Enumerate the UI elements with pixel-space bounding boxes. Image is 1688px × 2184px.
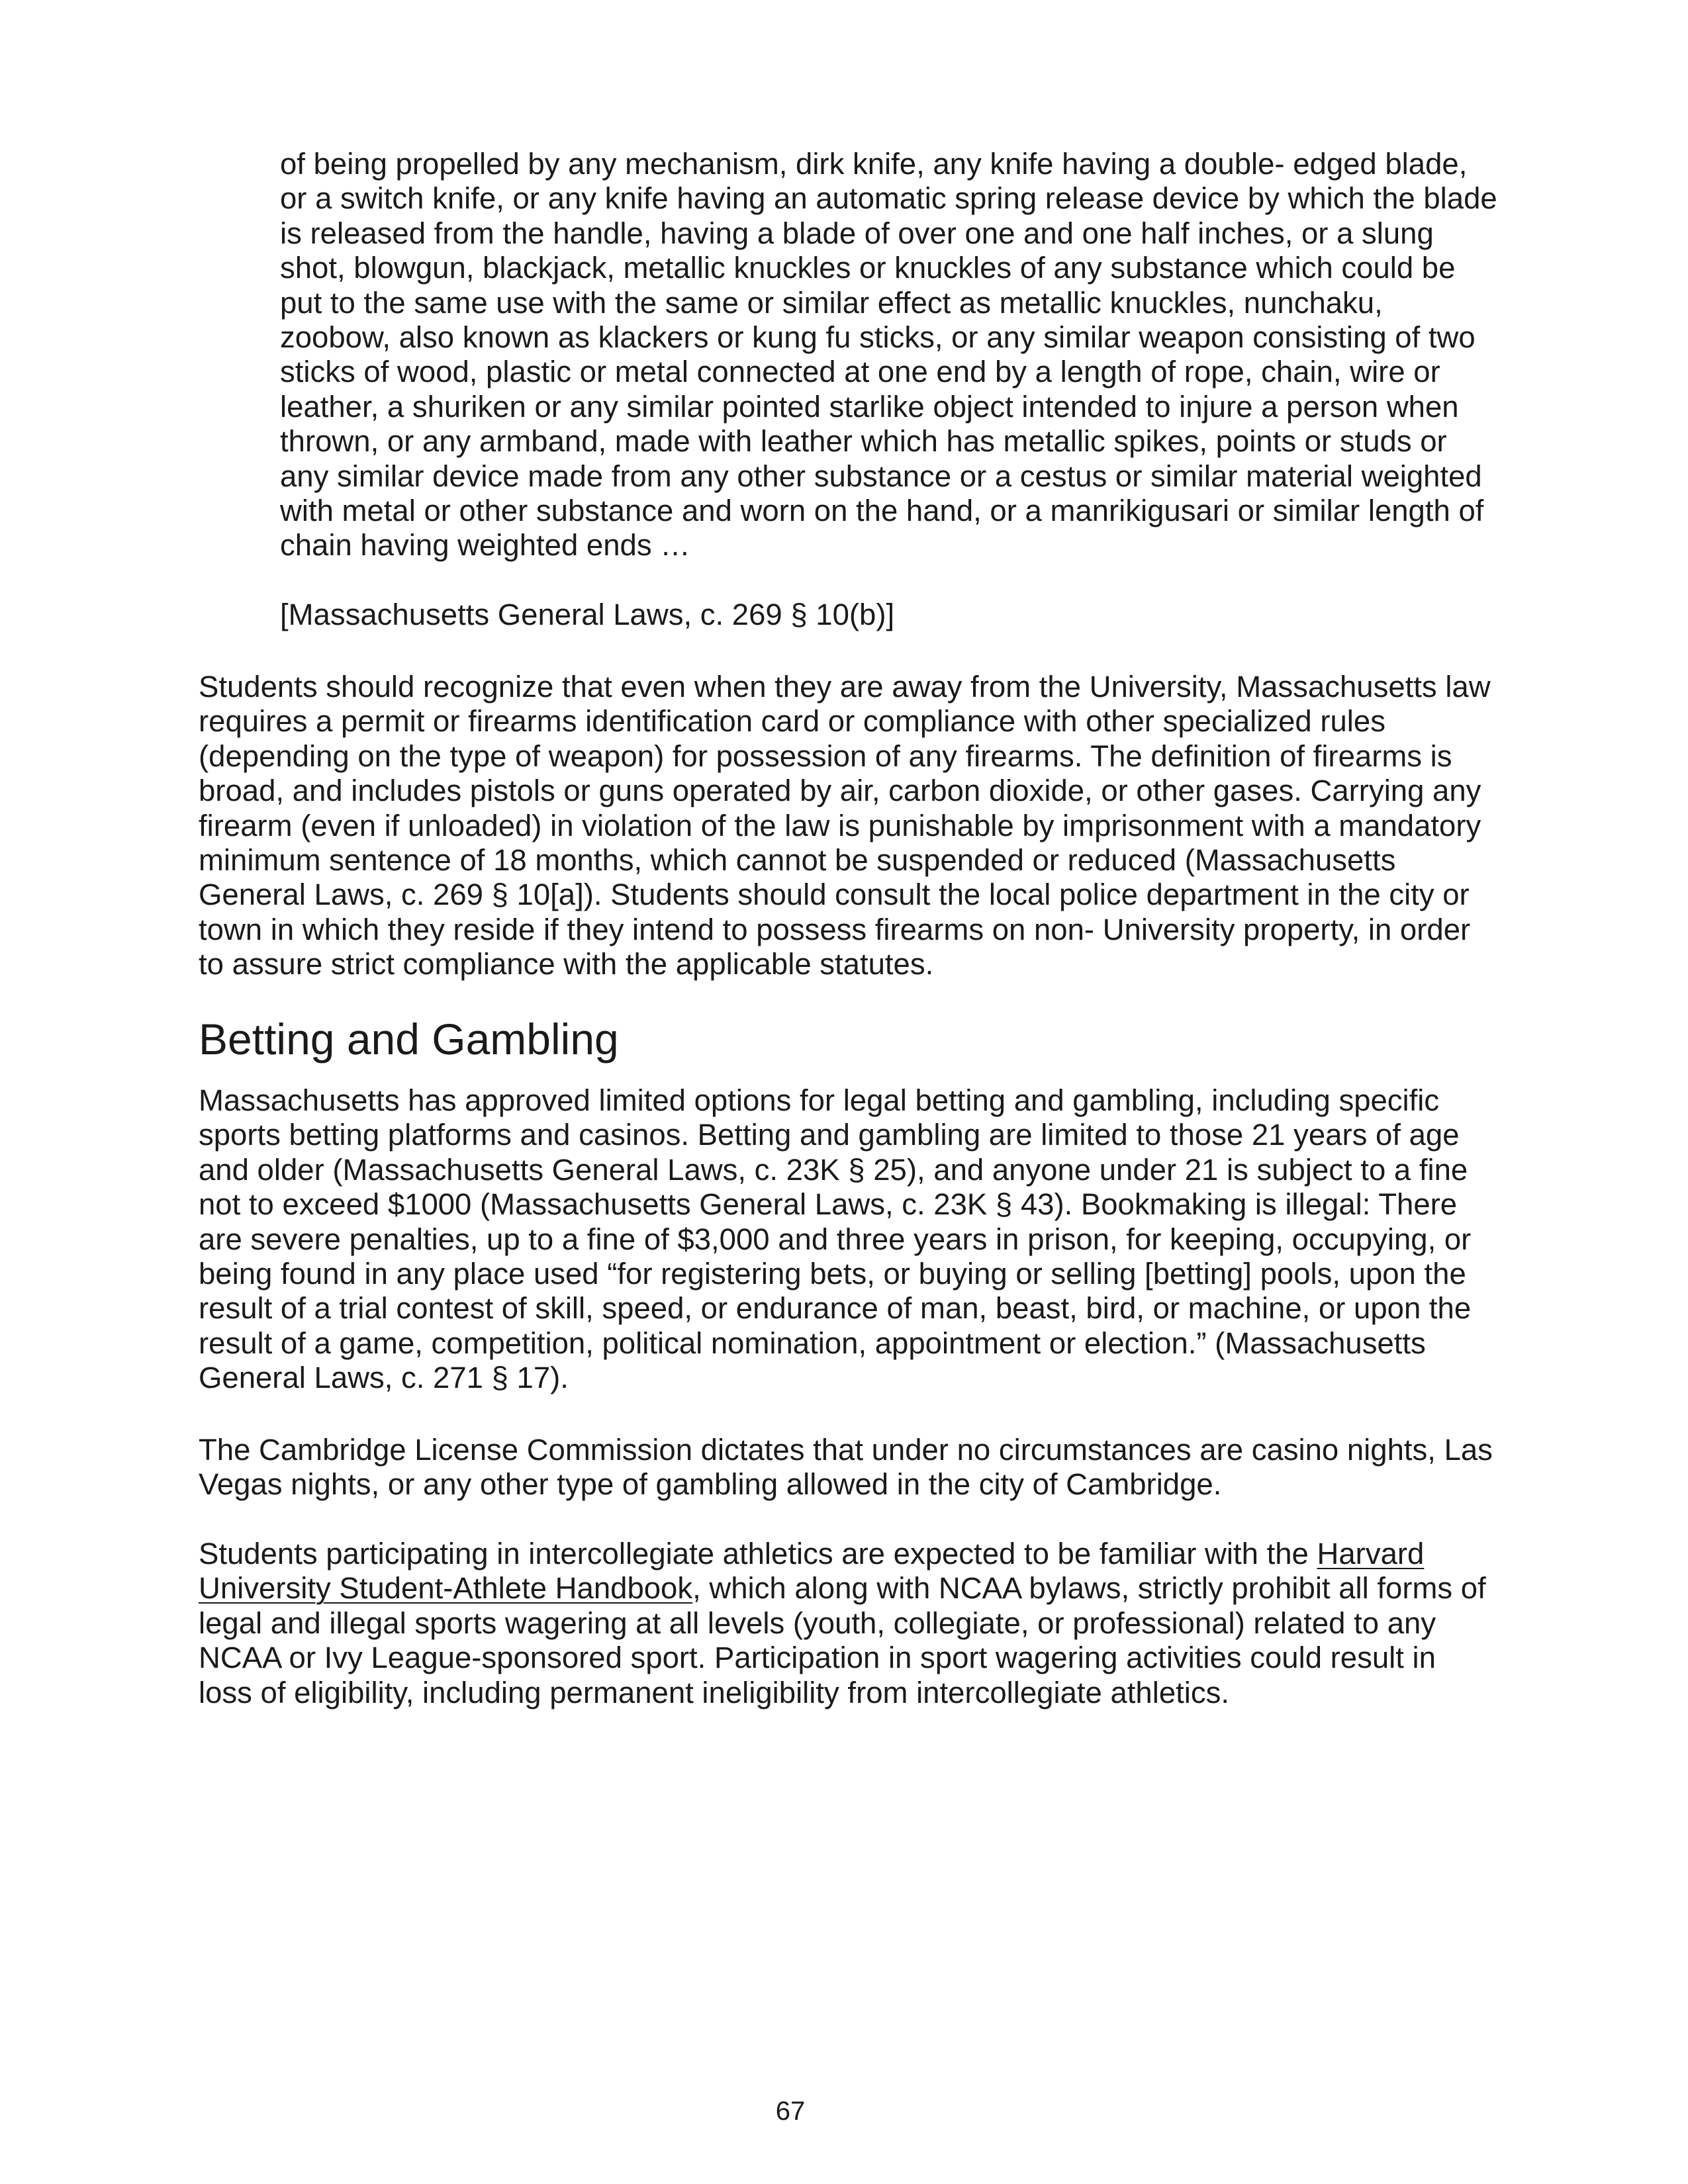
quote-line: chain having weighted ends … <box>280 528 690 563</box>
quote-line: sticks of wood, plastic or metal connected at one end by a length of rope, chain, wire or <box>280 355 1440 389</box>
quote-line: is released from the handle, having a blade of over one and one half inches, or a slung <box>280 216 1434 250</box>
paragraph-line: General Laws, c. 269 § 10[a]). Students should consult the local police department in the city or <box>199 878 1470 912</box>
paragraph-line: loss of eligibility, including permanent ineligibility from intercollegiate athletics. <box>199 1675 1230 1709</box>
paragraph-line: town in which they reside if they intend to possess firearms on non- University property, in order <box>199 912 1471 946</box>
quote-line: leather, a shuriken or any similar pointed starlike object intended to injure a person when <box>280 389 1459 424</box>
paragraph-line <box>199 1571 1486 1606</box>
paragraph-line <box>199 1537 1486 1571</box>
handbook-link[interactable]: University Student-Athlete Handbook <box>199 1571 693 1606</box>
section-heading: Betting and Gambling <box>199 1015 619 1064</box>
paragraph-line: result of a trial contest of skill, speed, or endurance of man, beast, bird, or machine, or upon the <box>199 1291 1472 1326</box>
quote-line: shot, blowgun, blackjack, metallic knuckles or knuckles of any substance which could be <box>280 251 1456 285</box>
paragraph-text: Students participating in intercollegiate athletics are expected to be familiar with the <box>199 1537 1317 1570</box>
quote-line: of being propelled by any mechanism, dirk knife, any knife having a double- edged blade, <box>280 147 1468 181</box>
paragraph-line: Vegas nights, or any other type of gambling allowed in the city of Cambridge. <box>199 1467 1222 1502</box>
statute-citation: [Massachusetts General Laws, c. 269 § 10(b)] <box>280 598 895 631</box>
paragraph-line: requires a permit or firearms identification card or compliance with other specialized rules <box>199 704 1385 739</box>
paragraph-line: not to exceed $1000 (Massachusetts General Laws, c. 23K § 43). Bookmaking is illegal: There <box>199 1187 1458 1222</box>
paragraph-line: broad, and includes pistols or guns operated by air, carbon dioxide, or other gases. Carrying any <box>199 774 1481 808</box>
paragraph-line: NCAA or Ivy League-sponsored sport. Participation in sport wagering activities could result in <box>199 1641 1436 1675</box>
paragraph-line: legal and illegal sports wagering at all levels (youth, collegiate, or professional) related to any <box>199 1606 1436 1640</box>
paragraph-text: , which along with NCAA bylaws, strictly prohibit all forms of <box>692 1571 1486 1606</box>
quote-line: any similar device made from any other substance or a cestus or similar material weighted <box>280 459 1482 493</box>
cambridge-paragraph <box>199 1433 1493 1502</box>
paragraph-line: and older (Massachusetts General Laws, c. 23K § 25), and anyone under 21 is subject to a fine <box>199 1152 1468 1187</box>
firearms-paragraph <box>199 670 1491 982</box>
paragraph-line: minimum sentence of 18 months, which cannot be suspended or reduced (Massachusetts <box>199 843 1396 878</box>
paragraph-line: result of a game, competition, political nomination, appointment or election.” (Massachusetts <box>199 1326 1426 1360</box>
gambling-law-paragraph <box>199 1083 1471 1396</box>
page-number: 67 <box>775 2097 806 2126</box>
quote-line: with metal or other substance and worn on the hand, or a manrikigusari or similar length of <box>280 494 1484 528</box>
quote-line: or a switch knife, or any knife having an automatic spring release device by which the blade <box>280 181 1497 216</box>
quote-line: thrown, or any armband, made with leather which has metallic spikes, points or studs or <box>280 424 1447 459</box>
paragraph-line: firearm (even if unloaded) in violation of the law is punishable by imprisonment with a mandatory <box>199 808 1481 842</box>
paragraph-line: being found in any place used “for registering bets, or buying or selling [betting] pools, upon the <box>199 1257 1466 1291</box>
paragraph-line: Massachusetts has approved limited options for legal betting and gambling, including specific <box>199 1083 1440 1117</box>
statute-quote <box>280 147 1497 563</box>
paragraph-line: General Laws, c. 271 § 17). <box>199 1361 569 1395</box>
paragraph-line: Students should recognize that even when they are away from the University, Massachusetts law <box>199 670 1491 704</box>
paragraph-line: (depending on the type of weapon) for possession of any firearms. The definition of firearms is <box>199 739 1452 773</box>
athletics-paragraph <box>199 1537 1486 1710</box>
quote-line: zoobow, also known as klackers or kung fu sticks, or any similar weapon consisting of two <box>280 320 1476 355</box>
handbook-link[interactable]: Harvard <box>1317 1537 1425 1570</box>
quote-line: put to the same use with the same or similar effect as metallic knuckles, nunchaku, <box>280 285 1383 320</box>
paragraph-line: to assure strict compliance with the applicable statutes. <box>199 947 934 981</box>
paragraph-line: The Cambridge License Commission dictates that under no circumstances are casino nights, Las <box>199 1433 1493 1467</box>
paragraph-line: sports betting platforms and casinos. Betting and gambling are limited to those 21 years of age <box>199 1118 1460 1152</box>
paragraph-line: are severe penalties, up to a fine of $3,000 and three years in prison, for keeping, occupying, or <box>199 1222 1472 1256</box>
